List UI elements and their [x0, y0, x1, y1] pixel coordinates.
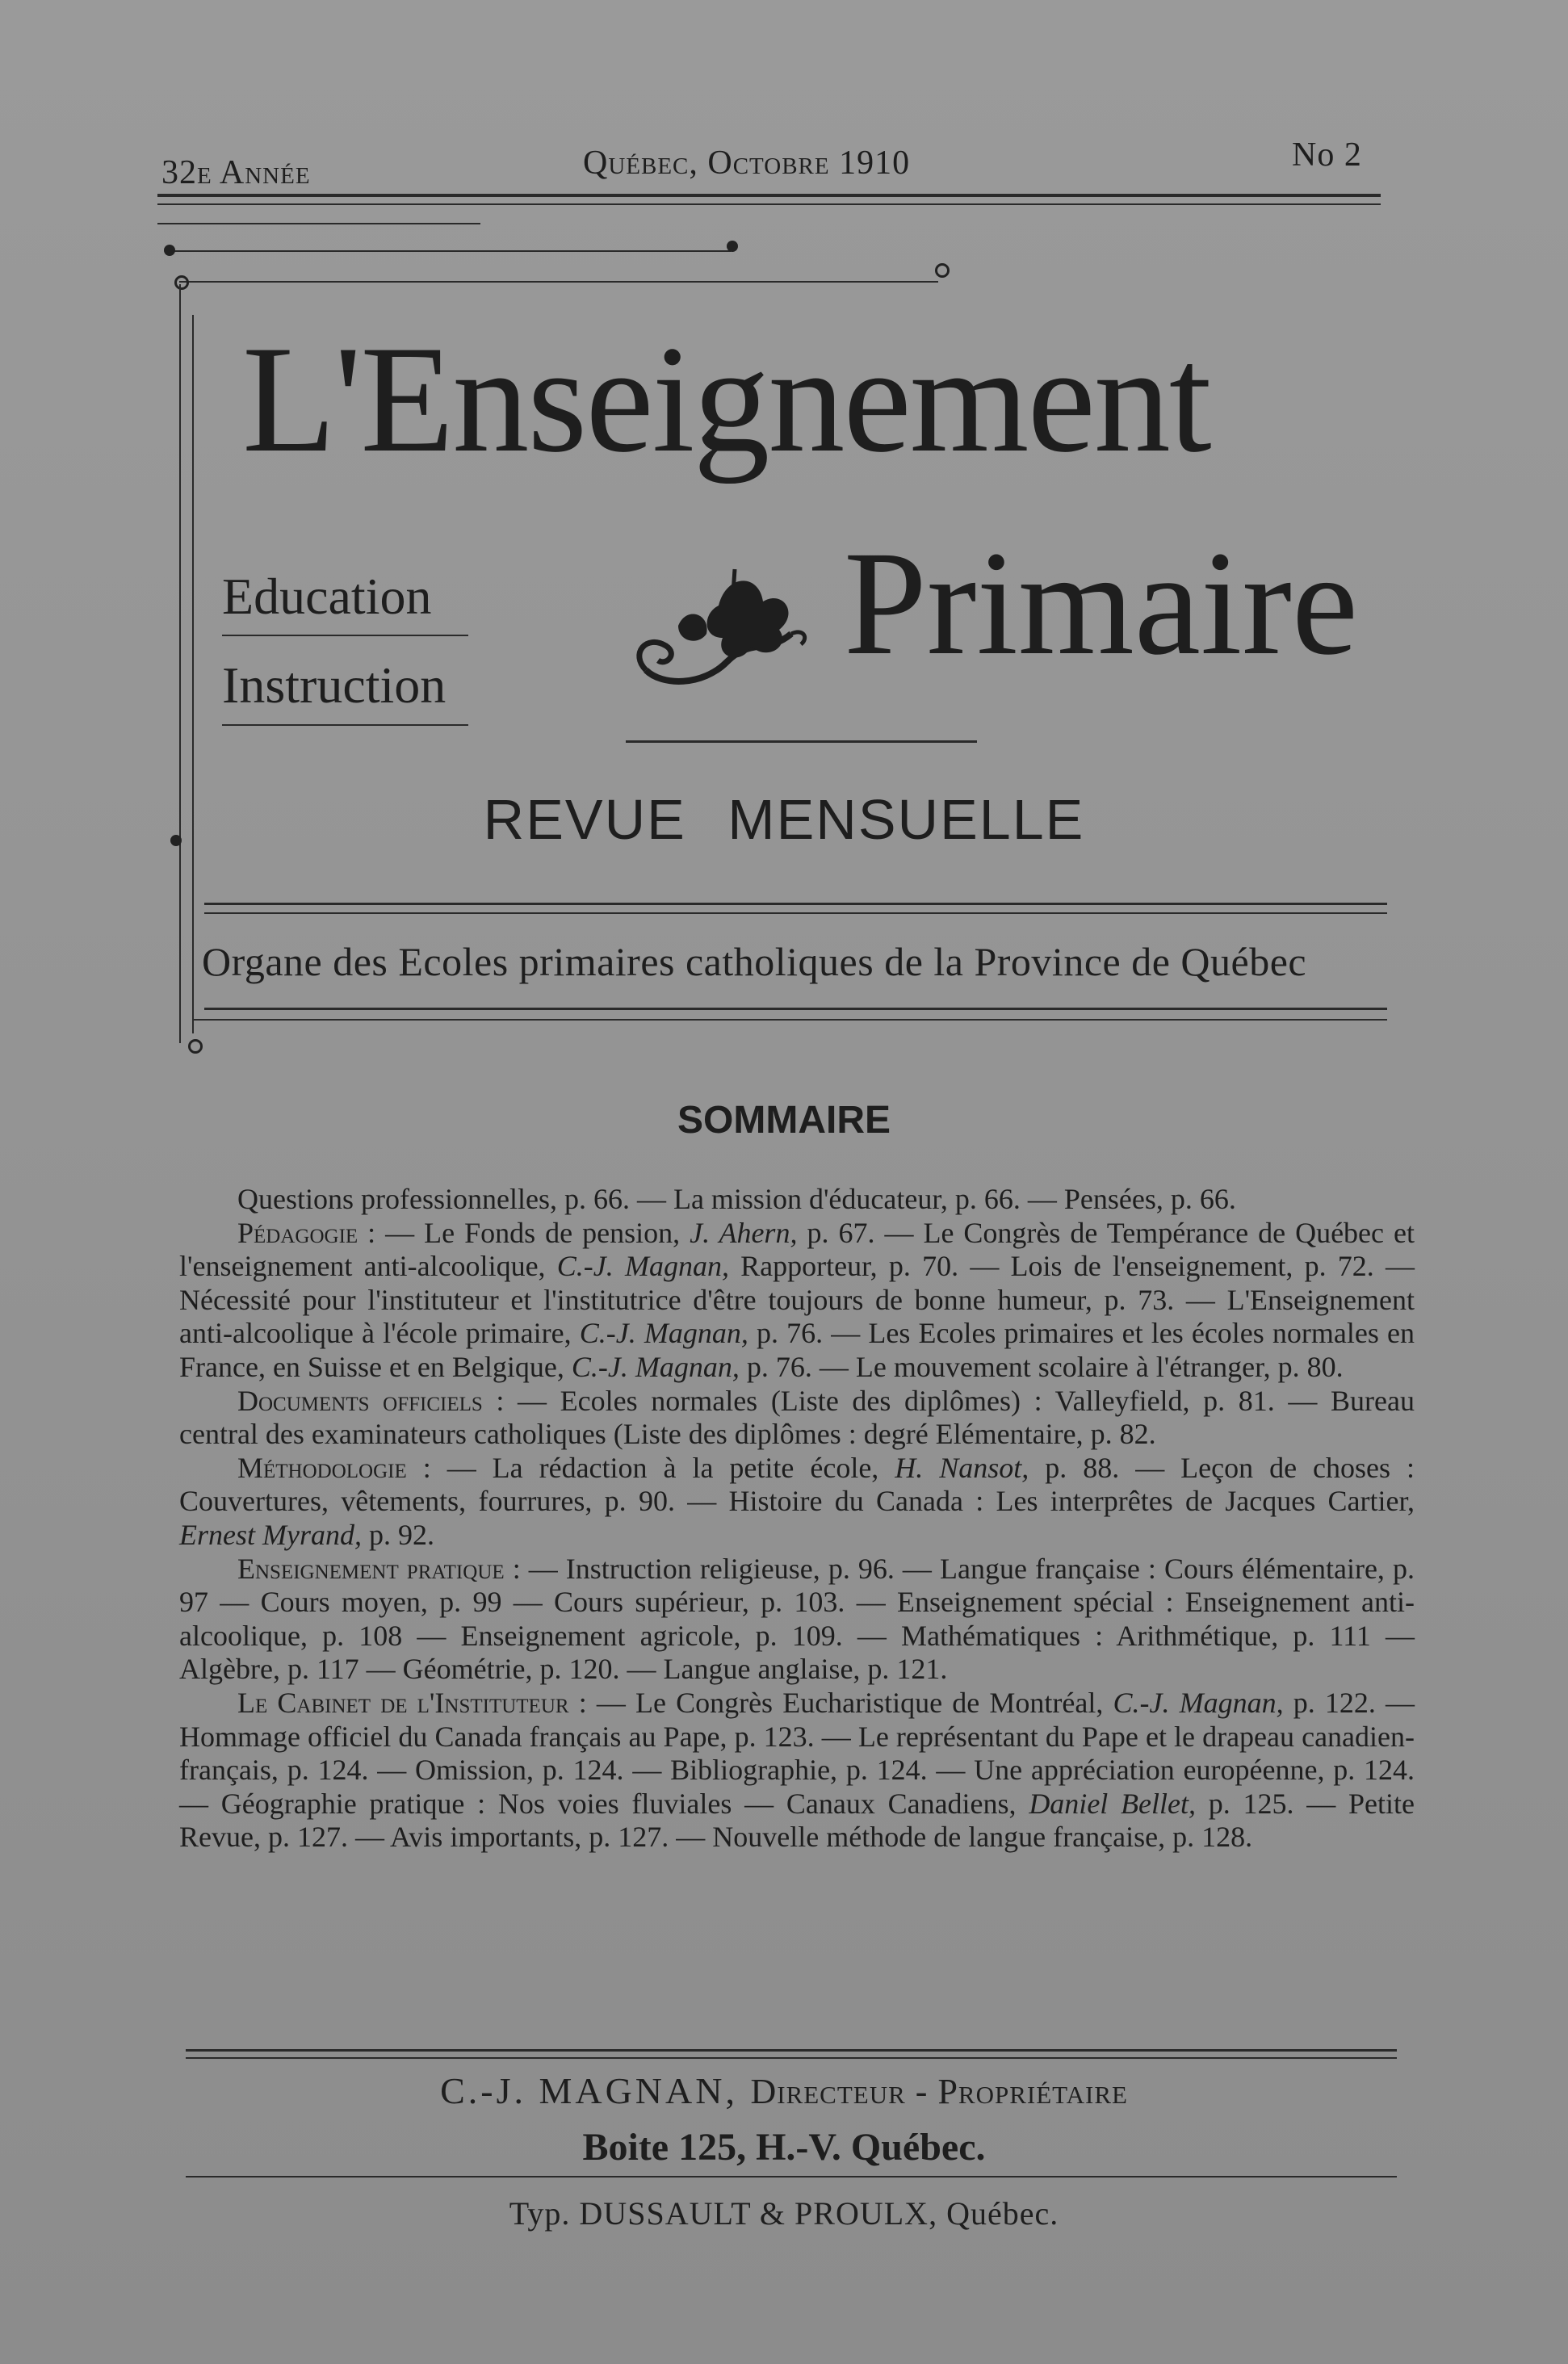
author-name: H. Nansot, [895, 1451, 1029, 1484]
place-date-label: Québec, Octobre 1910 [583, 145, 911, 182]
sommaire-entry [179, 1553, 1415, 1687]
frame-left-line-2 [192, 315, 194, 1033]
director-role: Directeur - Propriétaire [750, 2072, 1128, 2111]
organe-rule-bottom [204, 1008, 1387, 1010]
sommaire-entry [179, 1452, 1415, 1553]
header-rule-bottom [157, 203, 1381, 205]
author-name: C.-J. Magnan, [579, 1317, 748, 1350]
frame-ring [174, 275, 189, 290]
author-name: C.-J. Magnan, [556, 1250, 729, 1283]
entry-text: p. 76. — Les Ecoles primaires et les écoles normales en France, en Suisse et en Belgique, [179, 1317, 1415, 1383]
subtitle-underline [222, 635, 468, 636]
sommaire-entry [179, 1217, 1415, 1385]
header-rule-top [157, 194, 1381, 197]
sommaire-entry [179, 1687, 1415, 1855]
frame-top-line-2 [179, 281, 938, 283]
frame-top-line [170, 250, 731, 252]
leaf-vine-ornament-icon [630, 557, 815, 694]
title-line-2: Primaire [844, 521, 1359, 686]
entry-text: : — Le Congrès Eucharistique de Montréal, [568, 1686, 1113, 1719]
frame-ring [188, 1039, 203, 1054]
organe-rule-bottom-2 [194, 1019, 1387, 1021]
entry-text: p. 67. — Le Congrès de Tempérance de Québec et l'enseignement anti-alcoolique, [179, 1216, 1415, 1283]
subtitle-underline [222, 724, 468, 726]
entry-text: Questions professionnelles, p. 66. — La mission d'éducateur, p. 66. — Pensées, p. 66. [237, 1183, 1236, 1215]
frame-dot [727, 241, 738, 252]
title-line-1: L'Enseignement [242, 315, 1210, 484]
section-label: Méthodologie [237, 1451, 407, 1484]
revue-mensuelle: REVUE MENSUELLE [483, 788, 1085, 851]
author-name: C.-J. Magnan, [1113, 1686, 1284, 1719]
section-label: Documents officiels [237, 1384, 483, 1417]
entry-text: p. 122. — Hommage officiel du Canada français au Pape, p. 123. — Le représentant du Pape et le drapeau canadien-français, p. 124. — Omission, p. 124. — Bibliographie, p. 124. — Une appréciation européenne, p. 124. — Géographie pratique : Nos voies fluviales — Canaux Canadiens, [179, 1686, 1415, 1820]
frame-dot [164, 245, 175, 256]
organe-rule-top-2 [204, 912, 1387, 914]
year-label: 32e Année [161, 154, 311, 191]
sommaire-entry [179, 1183, 1415, 1217]
subtitle-education: Education [222, 568, 432, 625]
director-name: C.-J. MAGNAN, [440, 2070, 738, 2111]
author-name: J. Ahern, [690, 1216, 798, 1249]
header-rule-short [157, 223, 480, 224]
entry-text: : — Le Fonds de pension, [358, 1216, 690, 1249]
author-name: Daniel Bellet, [1029, 1787, 1197, 1820]
author-name: Ernest Myrand, [179, 1518, 362, 1551]
entry-text: p. 88. — Leçon de choses : Couvertures, vêtements, fourrures, p. 90. — Histoire du Canada : Les interprêtes de Jacques Cartier, [179, 1451, 1415, 1518]
footer-rule-top-2 [186, 2057, 1397, 2059]
author-name: C.-J. Magnan, [571, 1350, 740, 1383]
entry-text: : — Ecoles normales (Liste des diplômes) : Valleyfield, p. 81. — Bureau central des examinateurs catholiques (Liste des diplômes : degré Elémentaire, p. 82. [179, 1384, 1415, 1451]
entry-text: Rapporteur, p. 70. — Lois de l'enseignement, p. 72. — Nécessité pour l'instituteur et l'institutrice d'être toujours de bonne humeur, p. 73. — L'Enseignement anti-alcoolique à l'école primaire, [179, 1250, 1415, 1350]
footer-rule-top [186, 2049, 1397, 2052]
title-rule [626, 740, 977, 743]
section-label: Le Cabinet de l'Instituteur [237, 1686, 569, 1719]
entry-text: : — La rédaction à la petite école, [406, 1451, 895, 1484]
section-label: Enseignement pratique [237, 1552, 505, 1585]
address-line: Boite 125, H.-V. Québec. [582, 2126, 986, 2169]
frame-ring [935, 263, 950, 278]
organe-line: Organe des Ecoles primaires catholiques de la Province de Québec [202, 939, 1307, 984]
entry-text: p. 92. [361, 1518, 434, 1551]
entry-text: p. 76. — Le mouvement scolaire à l'étranger, p. 80. [739, 1350, 1344, 1383]
section-label: Pédagogie [237, 1216, 358, 1249]
entry-text: : — Instruction religieuse, p. 96. — Langue française : Cours élémentaire, p. 97 — Cours moyen, p. 99 — Cours supérieur, p. 103. — Enseignement spécial : Enseignement anti-alcoolique, p. 108 — Enseignement agricole, p. 109. — Mathématiques : Arithmétique, p. 111 — Algèbre, p. 117 — Géométrie, p. 120. — Langue anglaise, p. 121. [179, 1552, 1415, 1686]
entry-text: p. 125. — Petite Revue, p. 127. — Avis importants, p. 127. — Nouvelle méthode de langue française, p. 128. [179, 1787, 1415, 1854]
footer-rule-bottom [186, 2176, 1397, 2177]
printer-line: Typ. DUSSAULT & PROULX, Québec. [509, 2195, 1059, 2232]
sommaire-entry [179, 1385, 1415, 1452]
sommaire-list [179, 1183, 1415, 1855]
issue-number: No 2 [1292, 136, 1362, 174]
frame-left-line [179, 284, 181, 1043]
director-line [0, 2069, 1568, 2112]
subtitle-instruction: Instruction [222, 656, 447, 714]
sommaire-heading: SOMMAIRE [677, 1099, 891, 1142]
organe-rule-top [204, 903, 1387, 905]
